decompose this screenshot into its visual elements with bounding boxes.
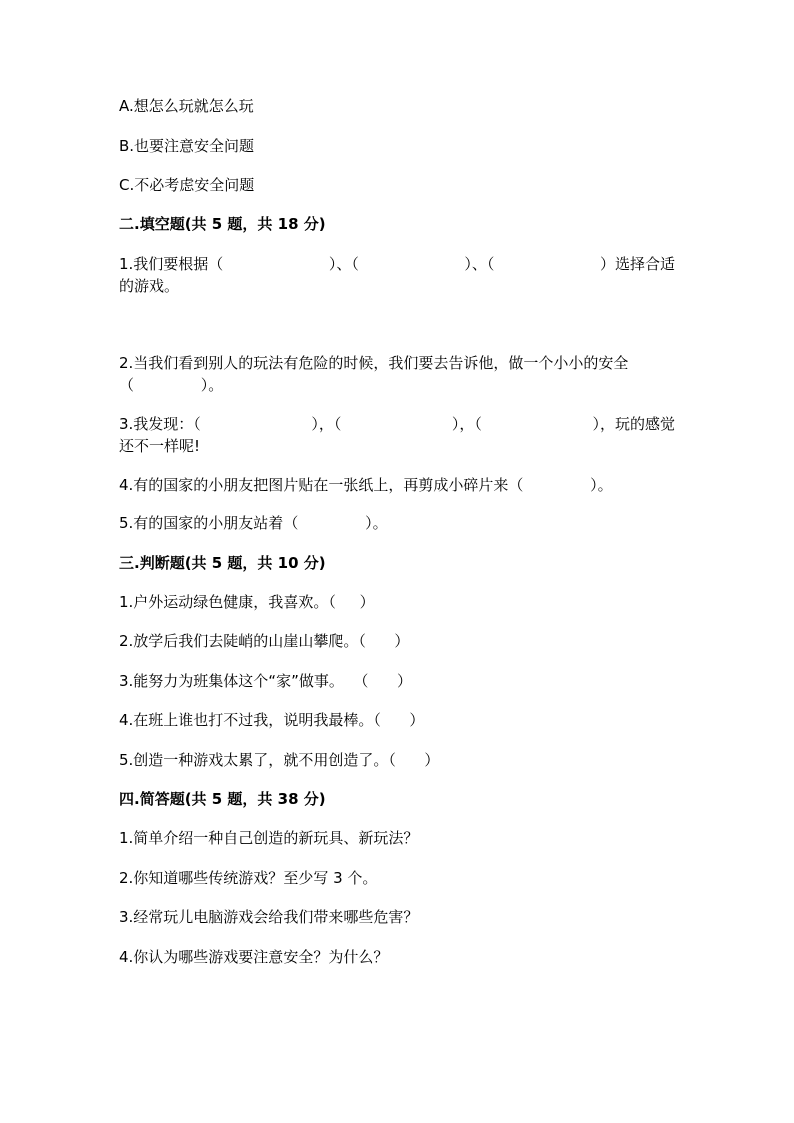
short-question-2: 2.你知道哪些传统游戏？至少写 3 个。 — [119, 869, 378, 887]
judge-question-2: 2.放学后我们去陡峭的山崖山攀爬。（ ） — [119, 632, 410, 650]
choice-option-a: A.想怎么玩就怎么玩 — [119, 97, 254, 115]
fill-question-3-part-1: 3.我发现：（ — [119, 415, 201, 433]
fill-question-3-part-3: ），（ — [451, 415, 482, 433]
choice-option-c: C.不必考虑安全问题 — [119, 176, 255, 194]
choice-option-b: B.也要注意安全问题 — [119, 137, 255, 155]
fill-question-1-part-1: 1.我们要根据（ — [119, 255, 224, 273]
short-question-3: 3.经常玩儿电脑游戏会给我们带来哪些危害？ — [119, 908, 419, 926]
fill-question-1-part-3: ）、（ — [464, 255, 495, 273]
short-question-4: 4.你认为哪些游戏要注意安全？为什么？ — [119, 948, 389, 966]
section-heading-fill-in: 二.填空题(共 5 题，共 18 分) — [119, 215, 326, 233]
fill-question-2 — [119, 352, 675, 396]
fill-question-3-part-4: ），玩的感觉 — [592, 415, 675, 433]
fill-question-2-line-1: 2.当我们看到别人的玩法有危险的时候，我们要去告诉他，做一个小小的安全 — [119, 354, 629, 372]
judge-question-1: 1.户外运动绿色健康，我喜欢。（ ） — [119, 593, 375, 611]
fill-question-1-part-4: ）选择合适 — [599, 255, 675, 273]
fill-question-1-part-2: ）、（ — [328, 255, 359, 273]
fill-question-3-part-2: ），（ — [311, 415, 342, 433]
fill-question-3-line-1 — [119, 413, 675, 435]
section-heading-judgement: 三.判断题(共 5 题，共 10 分) — [119, 554, 326, 572]
fill-question-3 — [119, 413, 675, 457]
fill-question-1-line-2: 的游戏。 — [119, 277, 180, 295]
fill-question-2-line-2: （ ）。 — [119, 376, 224, 394]
section-heading-short-answer: 四.简答题(共 5 题，共 38 分) — [119, 790, 326, 808]
fill-question-1-line-1 — [119, 253, 675, 275]
fill-question-4: 4.有的国家的小朋友把图片贴在一张纸上，再剪成小碎片来（ ）。 — [119, 476, 613, 494]
judge-question-4: 4.在班上谁也打不过我，说明我最棒。（ ） — [119, 711, 425, 729]
judge-question-5: 5.创造一种游戏太累了，就不用创造了。（ ） — [119, 751, 440, 769]
short-question-1: 1.简单介绍一种自己创造的新玩具、新玩法？ — [119, 829, 419, 847]
fill-question-3-line-2: 还不一样呢! — [119, 437, 201, 455]
fill-question-5: 5.有的国家的小朋友站着（ ）。 — [119, 514, 388, 532]
fill-question-1 — [119, 253, 675, 297]
judge-question-3: 3.能努力为班集体这个“家”做事。 （ ） — [119, 672, 412, 690]
